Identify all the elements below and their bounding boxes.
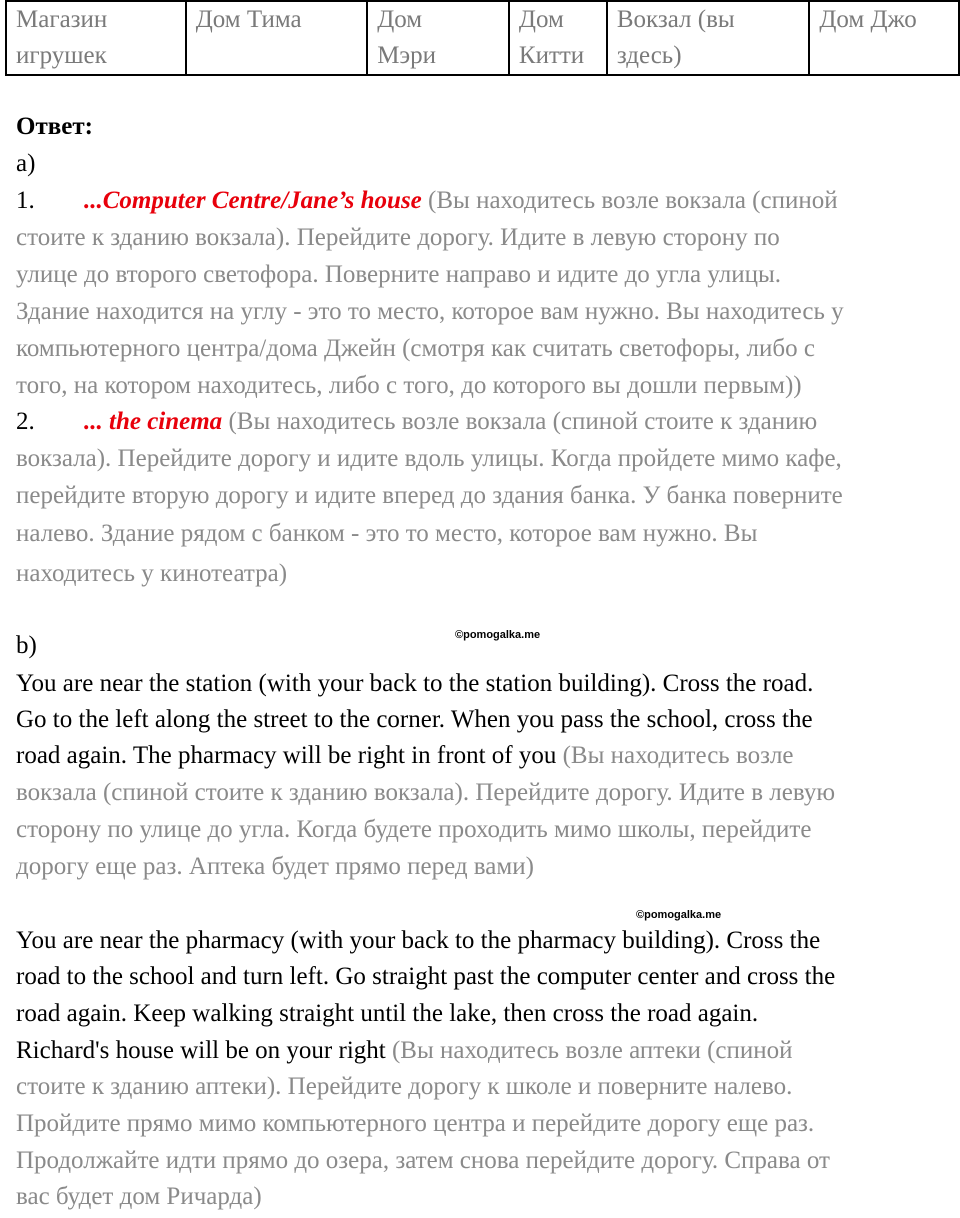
cell-line: Дом	[377, 6, 423, 33]
item-1-line: того, на котором находитесь, либо с того, до которого вы дошли первым))	[16, 372, 802, 399]
item-number: 1.	[16, 187, 35, 214]
part-b-label: b)	[16, 632, 37, 659]
answer-heading: Ответ:	[16, 113, 93, 140]
paragraph-1-line: сторону по улице до угла. Когда будете проходить мимо школы, перейдите	[16, 816, 812, 843]
item-1-line: улице до второго светофора. Поверните направо и идите до угла улицы.	[16, 261, 782, 288]
item-2-line: вокзала). Перейдите дорогу и идите вдоль улицы. Когда пройдете мимо кафе,	[16, 445, 842, 472]
part-a-label: а)	[16, 150, 36, 177]
table-row	[6, 1, 959, 75]
cell-line: игрушек	[16, 42, 107, 69]
item-1-first-line	[16, 187, 838, 215]
paragraph-1-line: Go to the left along the street to the corner. When you pass the school, cross the	[16, 706, 813, 733]
paragraph-1-line: You are near the station (with your back to the station building). Cross the road.	[16, 670, 814, 697]
paragraph-1-line: вокзала (спиной стоите к зданию вокзала). Перейдите дорогу. Идите в левую	[16, 779, 835, 806]
table-cell	[607, 1, 810, 75]
cell-line: Дом	[518, 6, 564, 33]
item-2-line: перейдите вторую дорогу и идите вперед до здания банка. У банка поверните	[16, 482, 843, 509]
cell-line: Дом Джо	[819, 6, 917, 33]
watermark: ©pomogalka.me	[636, 909, 722, 921]
english-text: Richard's house will be on your right	[16, 1037, 386, 1064]
english-text: road again. The pharmacy will be right in front of you	[16, 742, 557, 769]
item-answer: ...Computer Centre/Jane’s house	[84, 187, 422, 214]
paragraph-2-line: Пройдите прямо мимо компьютерного центра и перейдите дорогу еще раз.	[16, 1110, 815, 1137]
cell-line: Китти	[518, 42, 585, 69]
cell-line: Мэри	[377, 42, 437, 69]
table-cell	[509, 1, 607, 75]
russian-text: (Вы находитесь возле	[556, 742, 794, 769]
item-1-line: Здание находится на углу - это то место, которое вам нужно. Вы находитесь у	[16, 298, 844, 325]
table-cell	[367, 1, 509, 75]
cell-line: Вокзал (вы	[616, 6, 735, 33]
item-number: 2.	[16, 408, 35, 435]
paragraph-2-line: стоите к зданию аптеки). Перейдите дорогу к школе и поверните налево.	[16, 1073, 793, 1100]
table-cell	[186, 1, 368, 75]
item-explanation: (Вы находитесь возле вокзала (спиной стоите к зданию	[222, 408, 818, 435]
paragraph-2-line: вас будет дом Ричарда)	[16, 1183, 262, 1210]
watermark: ©pomogalka.me	[455, 629, 541, 641]
cell-line: здесь)	[616, 42, 682, 69]
table-cell	[6, 1, 186, 75]
item-1-line: стоите к зданию вокзала). Перейдите дорогу. Идите в левую сторону по	[16, 224, 780, 251]
item-2-line: налево. Здание рядом с банком - это то место, которое вам нужно. Вы	[16, 520, 758, 547]
cell-line: Дом Тима	[195, 6, 302, 33]
item-answer: ... the cinema	[84, 408, 223, 435]
item-2-line: находитесь у кинотеатра)	[16, 560, 288, 587]
paragraph-1-line: дорогу еще раз. Аптека будет прямо перед вами)	[16, 853, 534, 880]
places-table	[5, 0, 960, 76]
russian-text: (Вы находитесь возле аптеки (спиной	[385, 1037, 793, 1064]
cell-line: Магазин	[16, 6, 108, 33]
paragraph-2-line: road to the school and turn left. Go straight past the computer center and cross the	[16, 963, 836, 990]
item-1-line: компьютерного центра/дома Джейн (смотря как считать светофоры, либо с	[16, 335, 815, 362]
table-cell	[809, 1, 959, 75]
paragraph-2-line	[16, 1037, 793, 1065]
paragraph-2-line: road again. Keep walking straight until the lake, then cross the road again.	[16, 1000, 759, 1027]
item-2-first-line	[16, 408, 817, 436]
paragraph-2-line: You are near the pharmacy (with your back to the pharmacy building). Cross the	[16, 927, 821, 954]
item-explanation: (Вы находитесь возле вокзала (спиной	[421, 187, 838, 214]
paragraph-1-line	[16, 742, 794, 770]
paragraph-2-line: Продолжайте идти прямо до озера, затем снова перейдите дорогу. Справа от	[16, 1147, 830, 1174]
